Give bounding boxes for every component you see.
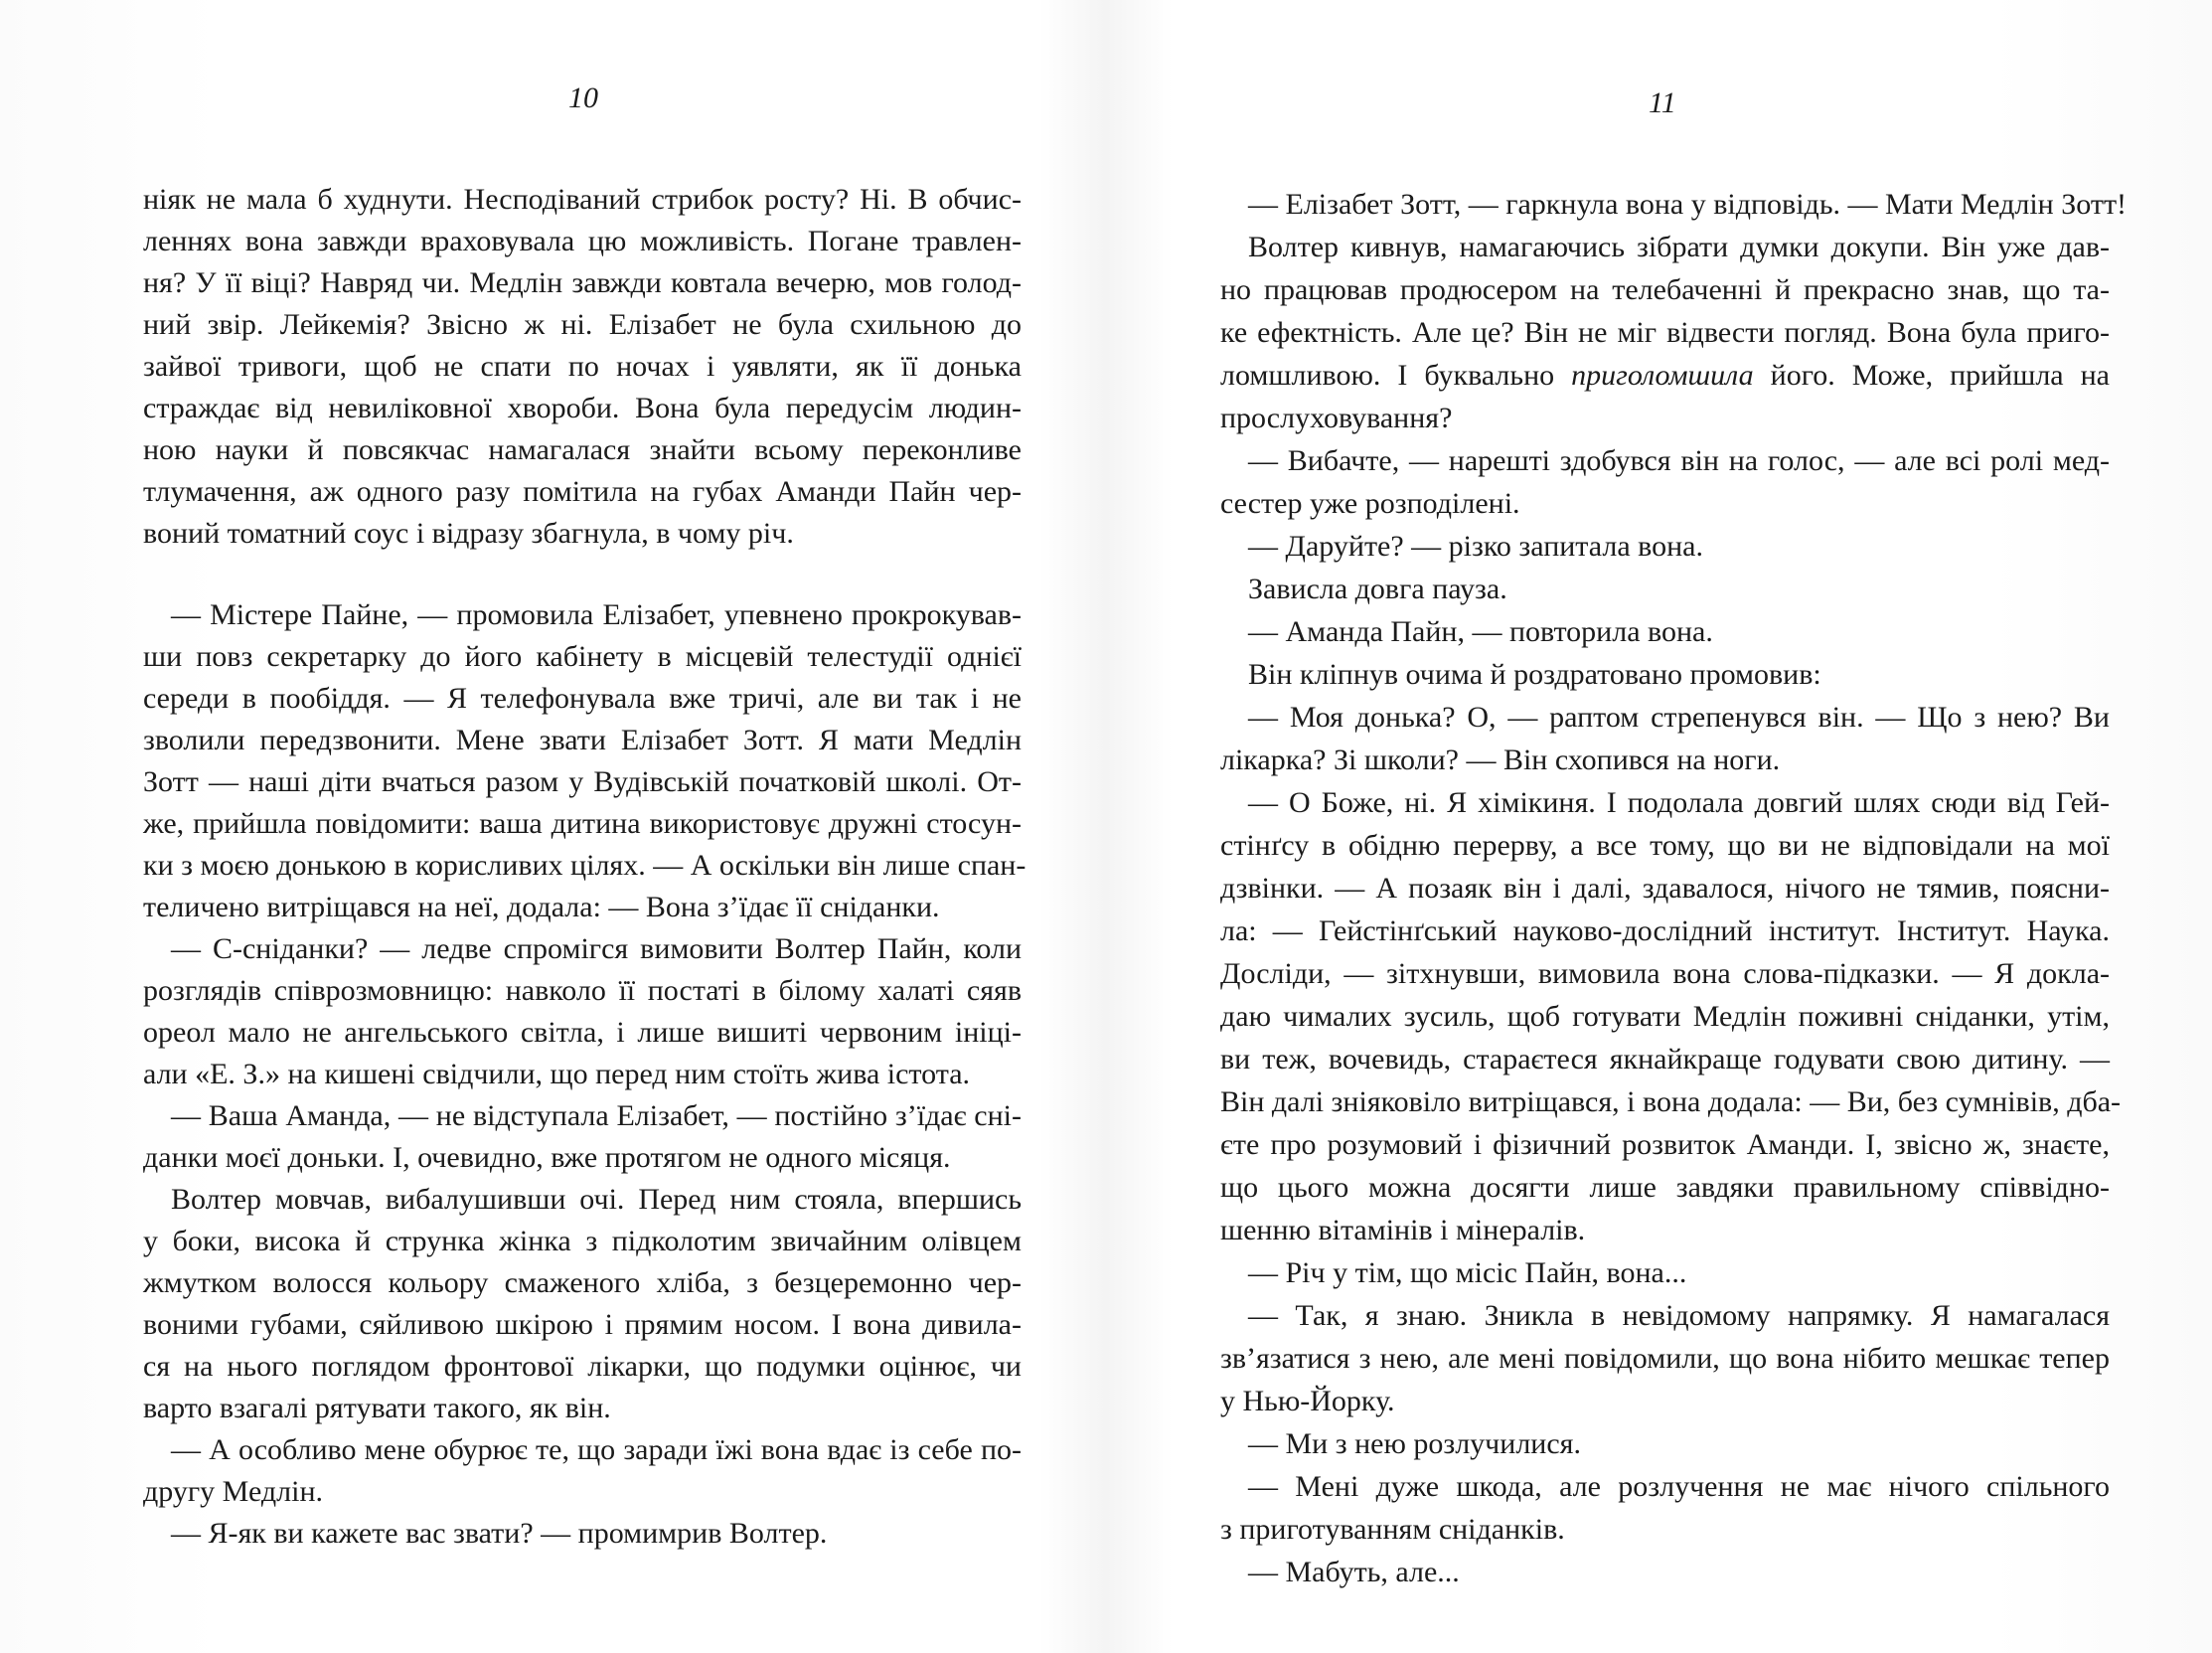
text-line <box>1220 995 2110 1038</box>
text-line <box>143 1262 1022 1304</box>
left-page-text <box>143 179 1027 1555</box>
text-segment: ний звір. Лейкемія? Звісно ж ні. Елізабет не була схильною до <box>143 308 1022 341</box>
text-line <box>143 761 1022 803</box>
text-line <box>143 636 1022 678</box>
text-segment: леннях вона завжди враховувала цю можливість. Погане травлен- <box>143 225 1022 257</box>
text-line <box>1220 739 2110 781</box>
text-line <box>143 1095 1022 1137</box>
text-segment: — О Боже, ні. Я хімікиня. І подолала довгий шлях сюди від Гей- <box>1248 786 2110 819</box>
text-line <box>143 1471 1022 1513</box>
text-segment: ви теж, вочевидь, стараєтеся якнайкраще годувати свою дитину. — <box>1220 1043 2110 1075</box>
page-number-right: 11 <box>1649 86 1676 119</box>
text-segment: стінґсу в обідню перерву, а все тому, що ви не відповідали на мої <box>1220 829 2110 862</box>
text-line <box>1220 824 2110 867</box>
text-segment: — Елізабет Зотт, — гаркнула вона у відповідь. — Мати Медлін Зотт! <box>1248 188 2128 221</box>
text-line <box>143 346 1022 388</box>
text-line <box>143 1221 1022 1262</box>
text-line <box>143 1137 1022 1179</box>
text-line <box>143 1012 1022 1054</box>
text-segment: теличено витріщався на неї, додала: — Вона з’їдає її сніданки. <box>143 891 940 923</box>
text-line <box>1220 1551 2110 1593</box>
text-segment: варто взагалі рятувати такого, як він. <box>143 1392 611 1424</box>
text-line <box>1220 354 2110 397</box>
text-line <box>143 1346 1022 1388</box>
text-segment: — А особливо мене обурює те, що заради їжі вона вдає із себе по- <box>171 1433 1022 1466</box>
text-line <box>1220 1465 2110 1508</box>
text-line <box>143 678 1022 720</box>
text-segment: али «Е. З.» на кишені свідчили, що перед ним стоїть жива істота. <box>143 1058 971 1090</box>
page-number-left: 10 <box>568 82 598 114</box>
text-segment: шенню вітамінів і мінералів. <box>1220 1214 1586 1246</box>
text-line <box>143 928 1022 970</box>
text-segment: ке ефектність. Але це? Він не міг відвести погляд. Вона була приго- <box>1220 316 2110 349</box>
text-line <box>1220 439 2110 482</box>
text-line <box>143 970 1022 1012</box>
text-segment: — Я-як ви кажете вас звати? — промимрив Волтер. <box>171 1517 828 1550</box>
text-line <box>1220 183 2128 226</box>
text-segment: другу Медлін. <box>143 1475 323 1508</box>
italic-text: приголомшила <box>1571 359 1754 392</box>
text-segment: ня? У її віці? Навряд чи. Медлін завжди ковтала вечерю, мов голод- <box>143 266 1022 299</box>
text-line <box>1220 482 2110 525</box>
text-line <box>1220 696 2110 739</box>
text-segment: ки з моєю донькою в корисливих цілях. — А оскільки він лише спан- <box>143 849 1027 882</box>
text-segment: — Мабуть, але... <box>1248 1556 1460 1588</box>
text-line <box>1220 909 2110 952</box>
text-line <box>1220 268 2110 311</box>
text-line <box>143 1179 1022 1221</box>
text-line <box>1220 1337 2110 1380</box>
text-line <box>143 262 1022 304</box>
text-line <box>1220 1209 2110 1251</box>
text-segment: тлумачення, аж одного разу помітила на губах Аманди Пайн чер- <box>143 475 1022 508</box>
text-segment: ши повз секретарку до його кабінету в місцевій телестудії однієї <box>143 640 1022 673</box>
text-segment: — Даруйте? — різко запитала вона. <box>1248 530 1703 563</box>
text-segment: страждає від невиліковної хвороби. Вона була передусім людин- <box>143 392 1022 424</box>
text-line <box>1220 867 2110 909</box>
text-segment: Він далі зніяковіло витріщався, і вона додала: — Ви, без сумнівів, дба- <box>1220 1085 2122 1118</box>
text-line <box>143 304 1022 346</box>
text-line <box>1220 1166 2110 1209</box>
text-segment: — С-сніданки? — ледве спромігся вимовити Волтер Пайн, коли <box>171 932 1022 965</box>
text-segment: — Вибачте, — нарешті здобувся він на голос, — але всі ролі мед- <box>1248 444 2110 477</box>
text-segment: — Моя донька? О, — раптом стрепенувся він. — Що з нею? Ви <box>1248 701 2110 734</box>
text-line <box>1220 1038 2110 1080</box>
text-line <box>1220 568 2110 610</box>
text-line <box>143 513 1022 555</box>
text-segment: — Містере Пайне, — промовила Елізабет, упевнено прокрокував- <box>171 598 1022 631</box>
text-segment: ломшливою. І буквально <box>1220 359 1572 392</box>
text-line <box>143 1304 1022 1346</box>
text-segment: Волтер мовчав, вибалушивши очі. Перед ним стояла, впершись <box>171 1183 1022 1216</box>
text-segment: воний томатний соус і відразу збагнула, в чому річ. <box>143 517 794 550</box>
text-line <box>143 887 1022 928</box>
text-segment: ною науки й повсякчас намагалася знайти всьому переконливе <box>143 433 1022 466</box>
text-segment: — Аманда Пайн, — повторила вона. <box>1248 615 1713 648</box>
text-segment: розглядів співрозмовницю: навколо її постаті в білому халаті сяяв <box>143 974 1022 1007</box>
text-line <box>1220 1508 2110 1551</box>
text-segment: — Мені дуже шкода, але розлучення не має нічого спільного <box>1248 1470 2110 1503</box>
text-segment: — Ваша Аманда, — не відступала Елізабет, — постійно з’їдає сні- <box>171 1099 1022 1132</box>
text-segment: середи в пообіддя. — Я телефонувала вже тричі, але ви так і не <box>143 682 1022 715</box>
text-segment: — Так, я знаю. Зникла в невідомому напрямку. Я намагалася <box>1248 1299 2110 1332</box>
text-segment: Зависла довга пауза. <box>1248 573 1507 605</box>
text-line <box>143 1513 1022 1555</box>
text-segment: зв’язатися з нею, але мені повідомили, що вона нібито мешкає тепер <box>1220 1342 2110 1375</box>
text-line <box>1220 653 2110 696</box>
text-segment: — Річ у тім, що місіс Пайн, вона... <box>1248 1256 1687 1289</box>
text-line <box>143 429 1022 471</box>
text-segment: його. Може, прийшла на <box>1753 359 2110 392</box>
text-line <box>1220 1422 2110 1465</box>
text-line <box>143 845 1027 887</box>
text-line <box>143 720 1022 761</box>
text-segment: жмутком волосся кольору смаженого хліба, з безцеремонно чер- <box>143 1266 1022 1299</box>
text-segment: у боки, висока й струнка жінка з підколотим звичайним олівцем <box>143 1225 1022 1257</box>
text-line <box>143 1429 1022 1471</box>
text-segment: що цього можна досягти лише завдяки правильному співвідно- <box>1220 1171 2110 1204</box>
text-line <box>143 803 1022 845</box>
text-line <box>143 388 1022 429</box>
text-line <box>1220 1294 2110 1337</box>
text-segment: дзвінки. — А позаяк він і далі, здавалося, нічого не тямив, поясни- <box>1220 872 2110 905</box>
text-segment: Він кліпнув очима й роздратовано промовив: <box>1248 658 1821 691</box>
text-line <box>143 221 1022 262</box>
text-line <box>1220 952 2110 995</box>
text-line <box>1220 1080 2122 1123</box>
text-segment: Досліди, — зітхнувши, вимовила вона слова-підказки. — Я докла- <box>1220 957 2110 990</box>
text-line <box>1220 610 2110 653</box>
text-segment: Волтер кивнув, намагаючись зібрати думки докупи. Він уже дав- <box>1248 231 2110 263</box>
text-line <box>1220 226 2110 268</box>
text-segment: зайвої тривоги, щоб не спати по ночах і уявляти, як її донька <box>143 350 1022 383</box>
text-segment: сестер уже розподілені. <box>1220 487 1520 520</box>
text-segment: — Ми з нею розлучилися. <box>1248 1427 1581 1460</box>
text-segment: ореол мало не ангельського світла, і лише вишиті червоним ініці- <box>143 1016 1022 1049</box>
text-segment: лікарка? Зі школи? — Він схопився на ноги. <box>1220 744 1781 776</box>
text-segment: ла: — Гейстінґський науково-дослідний інститут. Інститут. Наука. <box>1220 914 2110 947</box>
text-segment: воними губами, сяйливою шкірою і прямим носом. І вона дивила- <box>143 1308 1022 1341</box>
text-segment: у Нью-Йорку. <box>1220 1385 1395 1417</box>
text-segment: ніяк не мала б худнути. Несподіваний стрибок росту? Ні. В обчис- <box>143 183 1022 216</box>
text-line <box>143 1054 1022 1095</box>
text-line <box>1220 1380 2110 1422</box>
text-line <box>143 594 1022 636</box>
text-line <box>1220 781 2110 824</box>
text-line <box>1220 525 2110 568</box>
text-line <box>1220 397 2110 439</box>
text-segment: єте про розумовий і фізичний розвиток Аманди. І, звісно ж, знаєте, <box>1220 1128 2110 1161</box>
text-segment: даю чималих зусиль, щоб готувати Медлін поживні сніданки, утім, <box>1220 1000 2110 1033</box>
text-segment: ся на нього поглядом фронтової лікарки, що подумки оцінює, чи <box>143 1350 1022 1383</box>
text-segment: зволили передзвонити. Мене звати Елізабет Зотт. Я мати Медлін <box>143 724 1022 756</box>
text-line <box>1220 1123 2110 1166</box>
text-segment: прослуховування? <box>1220 402 1453 434</box>
text-line <box>143 1388 1022 1429</box>
text-segment: но працював продюсером на телебаченні й прекрасно знав, що та- <box>1220 273 2110 306</box>
text-segment: же, прийшла повідомити: ваша дитина використовує дружні стосун- <box>143 807 1022 840</box>
text-segment: данки моєї доньки. І, очевидно, вже протягом не одного місяця. <box>143 1141 951 1174</box>
text-line <box>1220 1251 2110 1294</box>
text-segment: Зотт — наші діти вчаться разом у Вудівській початковій школі. От- <box>143 765 1022 798</box>
text-segment: з приготуванням сніданків. <box>1220 1513 1565 1546</box>
text-line <box>1220 311 2110 354</box>
text-line <box>143 179 1022 221</box>
right-page-text <box>1220 183 2128 1593</box>
text-line <box>143 471 1022 513</box>
